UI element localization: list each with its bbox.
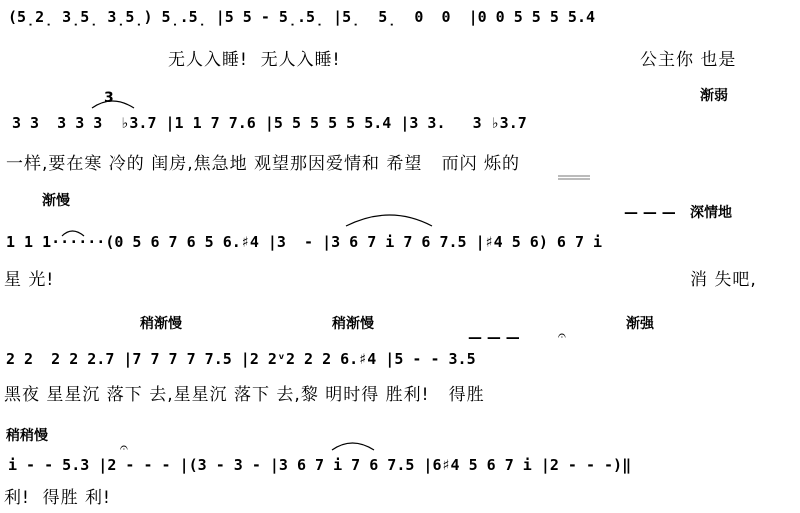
tie-line-5 xyxy=(332,443,374,450)
fermata-mark-2: 𝄐 xyxy=(120,440,128,456)
triplet-mark: 3 xyxy=(104,90,114,106)
lyrics-line-5: 利! 得胜 利! xyxy=(4,488,111,508)
lyrics-line-1b: 公主你 也是 xyxy=(640,50,737,70)
dashes-line-4: — — — xyxy=(468,330,520,346)
dashes-line-3: — — — xyxy=(624,205,676,221)
tie-line-3b xyxy=(346,215,432,226)
lyrics-line-3a: 星 光! xyxy=(4,270,55,290)
expression-rit: 渐慢 xyxy=(42,193,70,209)
expression-poco-rit-2: 稍渐慢 xyxy=(332,316,374,332)
notation-line-2: 3 3 3 3 3 ♭3.7 |1 1 7 7.6 |5 5 5 5 5 5.4 |3 3. 3 ♭3.7 xyxy=(12,114,527,132)
fermata-mark: 𝄐 xyxy=(558,328,566,344)
expression-poco-poco-rit: 稍稍慢 xyxy=(6,428,48,444)
lyrics-line-1a: 无人入睡! 无人入睡! xyxy=(168,50,341,70)
lyrics-line-4: 黑夜 星星沉 落下 去,星星沉 落下 去,黎 明时得 胜利! 得胜 xyxy=(4,385,485,405)
lyrics-line-2: 一样,要在寒 冷的 闺房,焦急地 观望那因爱情和 希望 而闪 烁的 xyxy=(6,154,521,174)
notation-line-1: (5̣2̣ 3̣5̣ 3̣5̣) 5̣.5̣ |5 5 - 5̣.5̣ |5̣ 5̣ 0 0 |0 0 5 5 5 5.4 xyxy=(8,8,595,26)
expression-affettuoso: 深情地 xyxy=(690,205,732,221)
lyrics-line-3b: 消 失吧, xyxy=(690,270,757,290)
notation-line-5: i - - 5.3 |2 - - - |(3 - 3 - |3 6 7 i 7 6 7.5 |6♯4 5 6 7 i |2 - - -)‖ xyxy=(8,456,632,474)
expression-poco-rit-1: 稍渐慢 xyxy=(140,316,182,332)
notation-line-4: 2 2 2 2 2.7 |7 7 7 7 7.5 |2 2ᵛ2 2 2 6.♯4 |5 - - 3.5 xyxy=(6,350,476,368)
expression-crescendo: 渐强 xyxy=(626,316,654,332)
notation-line-3: 1 1 1······(0 5 6 7 6 5 6.♯4 |3 - |3 6 7 i 7 6 7.5 |♯4 5 6) 6 7 i xyxy=(6,233,603,251)
expression-diminuendo: 渐弱 xyxy=(700,88,728,104)
